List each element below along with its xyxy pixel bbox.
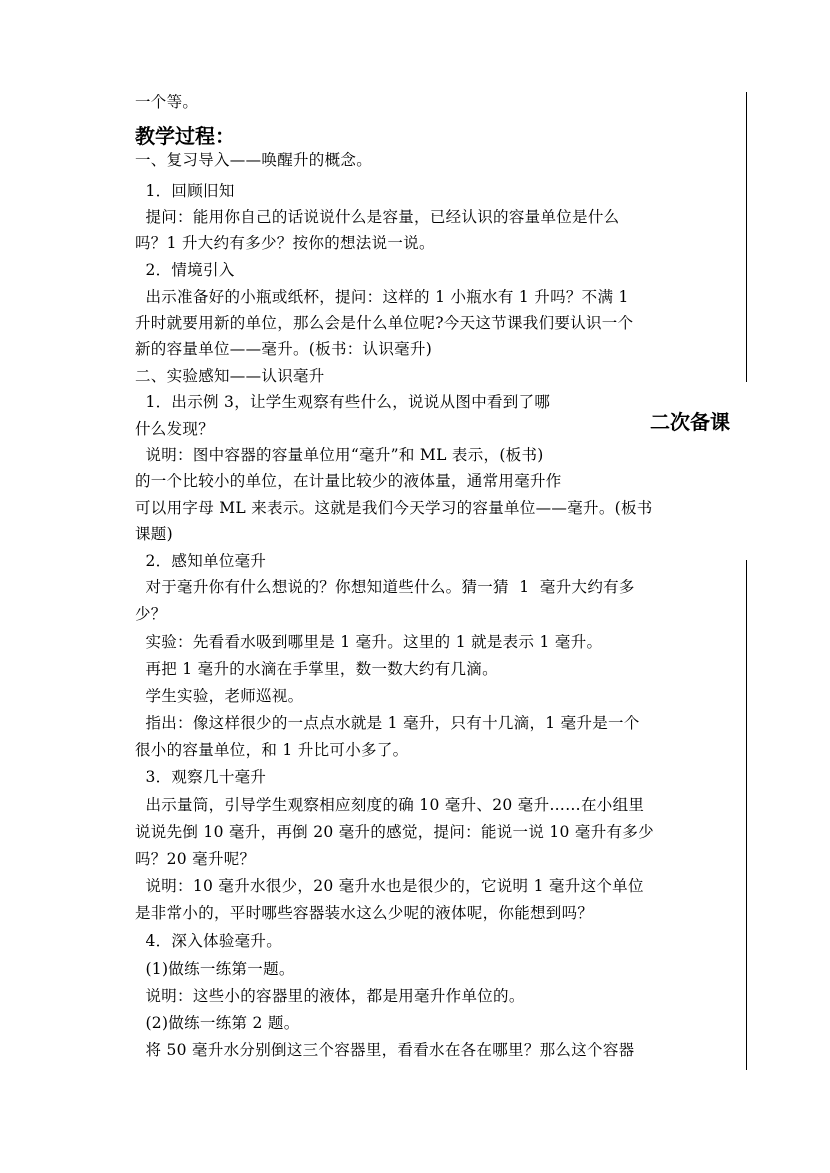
column-divider [746,92,747,382]
text-line: 4．深入体验毫升。 [135,932,283,950]
text-line: 什么发现？ [135,420,215,438]
text-line: 再把 1 毫升的水滴在手掌里，数一数大约有几滴。 [135,660,498,678]
text-line: 很小的容量单位，和 1 升比可小多了。 [135,741,409,759]
text-line: 指出：像这样很少的一点点水就是 1 毫升，只有十几滴，1 毫升是一个 [135,714,640,732]
text-line: 的一个比较小的单位，在计量比较少的液体量，通常用毫升作 [135,472,562,490]
text-line: 说明：这些小的容器里的液体，都是用毫升作单位的。 [135,987,525,1005]
text-line: 2．情境引入 [135,261,235,279]
text-line: 学生实验，老师巡视。 [135,687,304,705]
text-line: 可以用字母 ML 来表示。这就是我们今天学习的容量单位——毫升。(板书 [135,499,653,517]
text-line: 1．出示例 3，让学生观察有些什么，说说从图中看到了哪 [135,393,551,411]
text-line: 是非常小的，平时哪些容器装水这么少呢的液体呢，你能想到吗？ [135,904,594,922]
text-line: 升时就要用新的单位，那么会是什么单位呢?今天这节课我们要认识一个 [135,314,634,332]
text-line: 说明：10 毫升水很少，20 毫升水也是很少的，它说明 1 毫升这个单位 [135,877,644,895]
text-line: 说说先倒 10 毫升，再倒 20 毫升的感觉，提问：能说一说 10 毫升有多少 [135,823,654,841]
text-line: 吗？1 升大约有多少？按你的想法说一说。 [135,234,435,252]
text-line: 3．观察几十毫升 [135,768,267,786]
text-line: 2．感知单位毫升 [135,552,267,570]
text-line: 将 50 毫升水分别倒这三个容器里，看看水在各在哪里？那么这个容器 [135,1041,635,1059]
text-line: (1)做练一练第一题。 [135,960,295,978]
text-line: 对于毫升你有什么想说的？你想知道些什么。猜一猜 1 毫升大约有多 [135,578,635,596]
text-line: 少？ [135,605,167,623]
text-line: 提问：能用你自己的话说说什么是容量，已经认识的容量单位是什么 [135,208,620,226]
text-line: 出示量筒，引导学生观察相应刻度的确 10 毫升、20 毫升……在小组里 [135,796,645,814]
text-line: 课题) [135,525,173,543]
side-heading: 二次备课 [650,410,730,434]
text-line: 1．回顾旧知 [135,182,235,200]
column-divider [746,560,747,1070]
text-line: 吗？20 毫升呢？ [135,850,256,868]
text-line: 一、复习导入——唤醒升的概念。 [135,151,373,169]
text-line: 新的容量单位——毫升。(板书：认识毫升) [135,340,433,358]
side-panel [636,385,830,495]
text-line: 说明：图中容器的容量单位用“毫升”和 ML 表示，(板书) [135,446,544,464]
text-line: 一个等。 [135,93,199,111]
text-line: 实验：先看看水吸到哪里是 1 毫升。这里的 1 就是表示 1 毫升。 [135,633,603,651]
text-line: (2)做练一练第 2 题。 [135,1014,300,1032]
text-line: 二、实验感知——认识毫升 [135,367,325,385]
text-line: 出示准备好的小瓶或纸杯，提问：这样的 1 小瓶水有 1 升吗？不满 1 [135,288,629,306]
section-heading: 教学过程： [135,124,235,148]
